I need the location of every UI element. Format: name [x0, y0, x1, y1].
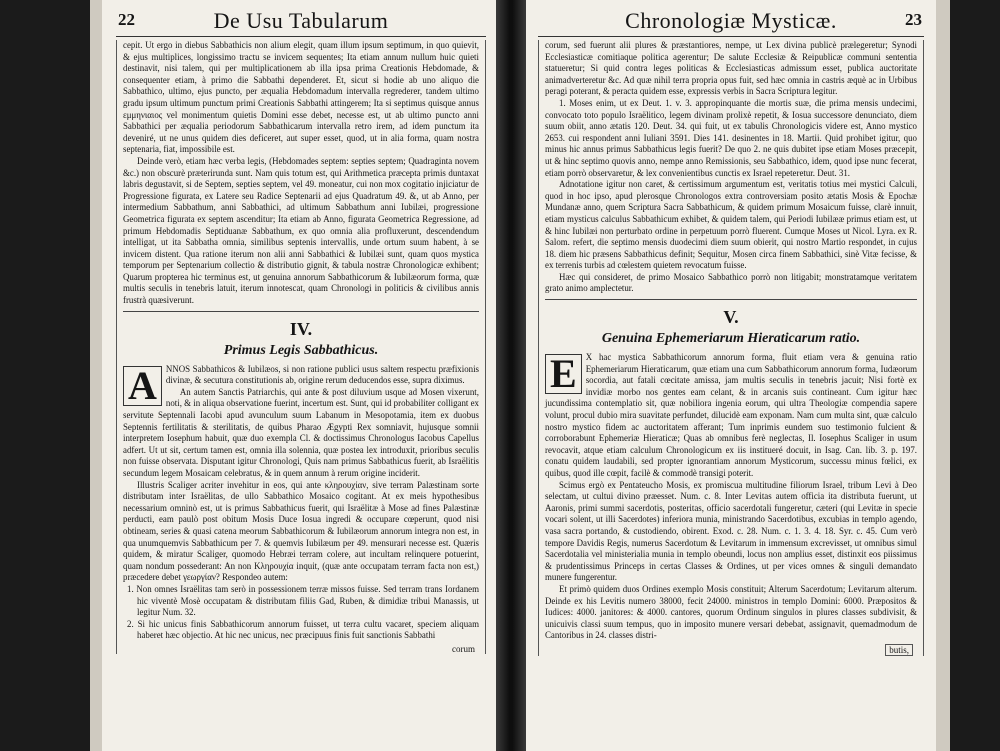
right-section-paragraph: Scimus ergò ex Pentateucho Mosis, ex promiscua multitudine filiorum Israel, tribum Levi à Deo selectam, ut cultui divino præesset. Num. c. 8. Inter Levitas autem officia ita distributa fuerunt, ut Aaronis, primi summi sacerdotis, posteritas, officio sacerdotali fungeretur, cæteri (qui Levitæ in specie vocari solent, ut illi Sacerdotes) inferiora munia, ministrando Sacerdotibus, excubias in templo agendo, vasa sacra portando, & custodiendo, obirent. Exod. c. 28. Num. c. 1. 3. 4. 18. Syr. c. 45. Cum verò tempore Davidis Regis, numerus Sacerdotum & Levitarum in immensum excrevisset, ut omnibus simul Sacerdotalia vel ministerialia munia in templo obeundi, locus non amplius esset, distinxit eos piissimus & prudentissimus Princeps in certas Classes & Ordines, ut per vices omnes & singuli demandato munere fungerentur. [545, 479, 917, 583]
left-section-paragraph: Illustris Scaliger acriter invehitur in eos, qui ante κληρουχίαν, sive terram Palæstinam sorte distributam inter Israëlitas, de ullo Sabbathico Mosaico cogitant. At ex meis hypothesibus necessarium omninò est, ut is primus Sabbathicus fuerit, qui Israëlitæ à Mose ad fines Palæstinæ perducti, eam paulò post obitum Mosis Duce Iosua ingredi & occupare cœperunt, quod nisi obtineam, series & quasi catena meorum Sabbathicorum & Iubilæorum annorum integra non est, in qua unumquemvis Sabbathicum per 7. & quemvis Iubilæum per 49. mensurari necesse est. Quæris quidem, & miratur Scaliger, quomodo Hebræi terram colere, aut incultam relinquere potuerint, quam nondum possederant: An non Κληρουχία inquit, (quæ ante occupatam terram facta non est,) præcedere debet γεωργίαν? Respondeo autem: [123, 479, 479, 583]
left-page-edge [90, 0, 102, 751]
left-catchword [123, 644, 479, 654]
right-paragraph: Adnotatione igitur non caret, & certissimum argumentum est, veritatis totius mei mystici Calculi, quod in hoc ipso, apud plerosque Chronologos extra controversiam posito ætatis Mosis & Epochæ Mundanæ anno, quem Scriptura Sacra Sabbathicum, & quidem primum Mosaicum fuisse, clarè innuit, etiam mysticus calculus Sabbathicum exhibet, & quidem talem, qui Periodi Iubilææ primus etiam est, ut & hinc Iubilæi non perturbato ordine in perpetuum porrò fluerent. Cumque Moses ut Nicol. Lyra. ex R. Salom. refert, die septimo mensis duodecimi diem suum obierit, qui nostro Martio respondet, in cujus 18. diem hic præsens Sabbathicus definit; Sequitur, Mosen circa finem Sabbathici, sinè Vitæ fecisse, & ex terrenis turbis ad cœlestem quietem revocatum fuisse. [545, 179, 917, 271]
left-running-title: De Usu Tabularum [213, 8, 389, 33]
section-number: V. [723, 307, 739, 328]
left-text-block [116, 40, 486, 654]
right-text-block [538, 40, 924, 656]
left-section-paragraph: An autem Sanctis Patriarchis, qui ante & post diluvium usque ad Mosen vixerunt, noti, & in aliqua observatione fuerint, incertum est. Sunt, qui id probabiliter colligant ex servitute Septennali Iacobi apud avunculum suum Labanum in Mesopotamia, item ex duobus Septennis fertilitatis & sterilitatis, de quibus Pharao Ægypti Rex somniavit, hujusque somnii interpretem Iosephum habuit, quæ duo exempla Cl. & doctissimus Chronologus Iacobus Capellus adfert. Ut ut sit, certum tamen est, omnia illa solennia, quæ postea lex introduxit, prioribus seculis non fuisse observata. Disputant igitur Chronologi, Quis nam primus Sabbathicus fuerit, ab Israëlitis secundum legem Mosaicam celebratus, & in quem annum à rerum origine inciderit. [123, 386, 479, 478]
right-paragraph: 1. Moses enim, ut ex Deut. 1. v. 3. appropinquante die mortis suæ, die prima mensis undecimi, convocato toto populo Israëlitico, legem divinam prolixè repetit, & Iosua successore denunciato, diem suum obiit, anno ætatis 120. Deut. 34. qui fuit, ut ex tabulis Chronologicis videre est, Anno mystico 2653. cui respondent anni Iuliani 3591. Dies 141. desinentes in 18. Martii. Quid prohibet igitur, quo minus hic annus primus Sabbathicus legis fuerit? De quo 2. ne quis dubitet ipse etiam Moses præcepit, ut & hinc septimo quovis anno, nempe anno Remissionis, seu Sabbathico, idem, quod ipse nunc fecerat, etiam porrò observaretur, & lex convenientibus cunctis ex Israel repeteretur. Deut. 31. [545, 97, 917, 178]
right-page-number: 23 [905, 10, 922, 29]
section-title: Genuina Ephemeriarum Hieraticarum ratio. [601, 331, 861, 347]
drop-cap-e: E [545, 354, 582, 394]
left-paragraph: cepit. Ut ergo in diebus Sabbathicis non alium elegit, quam illum ipsum septimum, in quo quievit, & ejus multiplices, longissimo tractu se invicem sequentes; Ita etiam annum nullum huic quieti destinavit, nisi talem, qui per multiplicationem ab illa ipsa prima Creationis Hebdomade, & consequenter etiam, à primo die Sabbathi dependeret. Et, sicut si hodie ab uno aliquo die Sabbathico, ultimo, ejus puncto, per æqualia Hebdomadum intervalla regrederer, tandem ultimo gradu ipsum ultimum punctum primi Creationis Sabbathi attingerem; Ita si septimus quisque annus εμμηνιαιος vel monimentum quietis Domini esse debet, necesse est, ut ab ultimo puncto anni Sabbathici per æqualia periodorum Sabbathicarum intervalla retro irem, ad idem punctum ita deveniré, ut ne unus quidem dies deficeret, aut super esset, quod, ut in alia forma, quam nostra septenaria, fiat, impossibile est. [123, 40, 479, 155]
list-item: 1. Non omnes Israëlitas tam serò in possessionem terræ missos fuisse. Sed terram trans Iordanem hic viventè Mosè occupatam & distributam filiis Gad, Ruben, & dimidiæ tribui Manassis, ut legitur Num. 32. [127, 583, 479, 618]
left-page [102, 0, 496, 751]
right-running-title: Chronologiæ Mysticæ. [625, 8, 837, 33]
section-divider [123, 311, 479, 312]
right-paragraph: corum, sed fuerunt alii plures & præstantiores, nempe, ut Lex divina publicè prælegeretur; Synodi Ecclesiasticæ comitiaque politica agerentur; De salute Ecclesiæ & Reipublicæ communi sententia statueretur; Si quid contra leges politicas & Ecclesiasticas admissum esset, publica auctoritate animadverteretur &c. Ad quæ nihil terra propria opus fuit, sed hæc omnia in castris æquè ac in Urbibus peragi poterant, & peracta quidem esse, expressis verbis in Sacra Scriptura legitur. [545, 40, 917, 97]
catchword-text: corum [452, 643, 475, 654]
right-page [526, 0, 936, 751]
left-section-paragraph: NNOS Sabbathicos & Iubilæos, si non ratione publici usus saltem respectu præfixionis divinæ, & secutura constitutionis ab, origine rerum deducendos esse, supra diximus. [165, 363, 479, 386]
left-page-number: 22 [118, 10, 135, 29]
right-paragraph: Hæc qui consideret, de primo Mosaico Sabbathico porrò non litigabit; monstratamque veritatem grato animo amplectetur. [545, 271, 917, 294]
left-paragraph: Deinde verò, etiam hæc verba legis, (Hebdomades septem: septies septem; Quadraginta novem &c.) non obscurè præterirunda sunt. Nam quis totum est, qui Arithmetica præcepta primis duntaxat labris degustavit, si de Septem, septies septem, vel 49. moneatur, cui non mox cogitatio injiciatur de Progressione figurata, ex Latere seu Radice Septenarii ad ejus Quadratum 49. &, ut ab Anno, per intermedium Sabbathum, anni Sabbathici, ad ultimum Sabbathum anni Iubilæi, progressione Geometrica figurata ex septem ascenditur; Ita etiam ab Anno, figurata Geometrica Regressione, ad primum Hebdomadis Septiduanæ Sabbathum, ex quo omnia alia profluxerunt, descendendum intelligat, ut ita Sabbatha omnia, similibus septenis intervallis, unde ortum suum habent, à se invicem distent. Qua ratione iterum non alii anni Sabbathici & Iubilæi sunt, quam quos mystica temporum per Septenarium collectio & distributio gignit, & tabula nostræ Chronologicæ exhibent; Quarum propterea hic terminus est, ut genuina annorum Sabbathicorum & Iubilæorum forma, quæ multis seculis in tenebris latuit, iterum innotescat, quam Chronologi in politicis & civilibus annis frustrà quæsiverunt. [123, 155, 479, 306]
right-section-paragraph: X hac mystica Sabbathicorum annorum forma, fluit etiam vera & genuina ratio Ephemeriarum Hieraticarum, quæ etiam una cum Sabbathicorum annorum forma, Iudæorum socordia, aut fatali cœcitate amissa, jam multis seculis in tenebris jacuit; Nisi fortè ex invidiæ morbo nos gentes eam celant, & in arcanis suis contineant. Cum igitur hæc jucundissima contemplatio sit, quæ nobiliora ingenia eorum, qui ultra Theologiæ compendia sapere volunt, procul dubio mira suavitate perfundet, dilucidè eam exponam. Nam cum multa sint, quæ calculo nostro mystico fidem ac auctoritatem afferant; Tum inprimis eundem suo testimonio fulcient & corroborabunt Ephemeriæ Hieraticæ; Quas ab omnibus ferè neglectas, Il. Iosephus Scaliger in usum revocavit, atque etiam calculum Chronologicum ex iis institueré docuit, in Isag. Can. lib. 3. p. 197. conatu quidem laudabili, sed propter ignorantiam annorum Mysticorum, successu minus fœlici, ex quibus, quod ille cœpit, facilè & commodè transigi poterit. [545, 352, 917, 478]
left-page-header [116, 6, 486, 37]
right-page-header [538, 6, 924, 37]
section-divider [545, 299, 917, 300]
catchword-text: butis, [885, 644, 913, 656]
section-number: IV. [289, 318, 313, 339]
right-section-paragraph: Et primò quidem duos Ordines exemplo Mosis constituit; Alterum Sacerdotum; Levitarum alterum. Deinde ex his Levitis numero 38000, fecit 24000. ministros in templo Domini: 6000. Præpositos & Iudices: 4000. janitores: & 4000. cantores, quorum Ordinum singulos in plures classes subdivisit, & unicuivis classi suum tempus, quo in imposito munere versari debebat, assignavit, quemadmodum de Cantoribus in 24. classes distri- [545, 583, 917, 641]
drop-cap-a: A [123, 366, 162, 406]
list-item: 2. Si hic unicus finis Sabbathicorum annorum fuisset, ut terra cultu vacaret, speciem aliquam haberet hæc objectio. At hic nec unicus, nec præcipuus finis fuit sanctionis Sabbathi [127, 618, 479, 641]
right-page-edge [936, 0, 950, 751]
book-gutter [496, 0, 526, 751]
section-title: Primus Legis Sabbathicus. [223, 342, 379, 358]
right-catchword [545, 644, 917, 656]
